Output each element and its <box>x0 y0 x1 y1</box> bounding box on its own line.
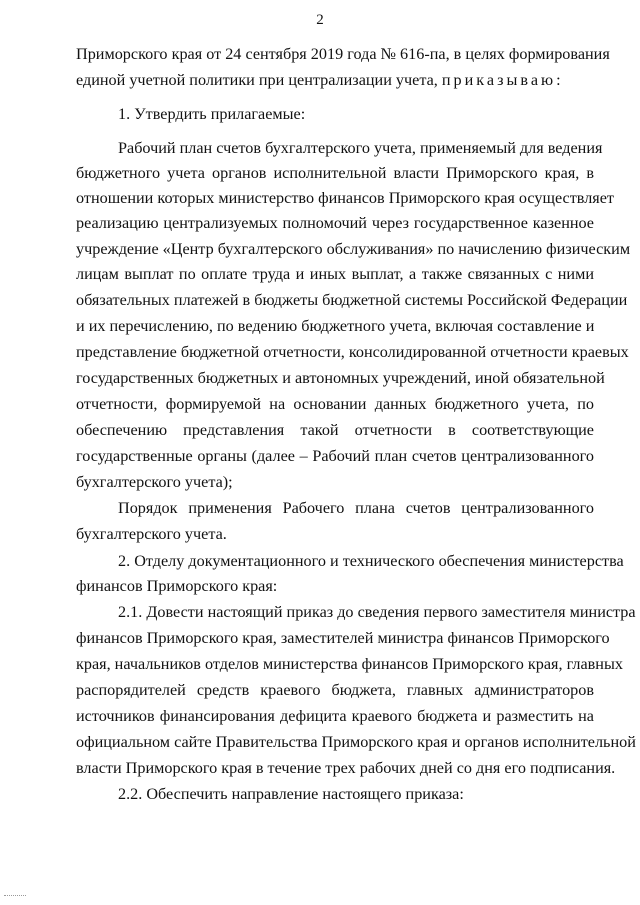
text-segment: официальном сайте Правительства Приморского края и органов исполнительной <box>76 733 636 751</box>
text-segment: отношении которых министерство финансов Приморского края осуществляет <box>76 189 615 207</box>
text-line <box>76 420 594 440</box>
text-segment: обеспечению представления такой отчетности в соответствующие <box>76 421 594 439</box>
text-segment: представление бюджетной отчетности, консолидированной отчетности краевых <box>76 343 629 361</box>
text-segment: отчетности, формируемой на основании данных бюджетного учета, по <box>76 395 594 413</box>
text-line <box>76 758 616 778</box>
text-segment: лицам выплат по оплате труда и иных выплат, а также связанных с ними <box>76 265 594 283</box>
text-segment: края, начальников отделов министерства финансов Приморского края, главных <box>76 655 623 673</box>
text-line <box>76 239 631 259</box>
text-segment: : <box>556 71 561 89</box>
text-line <box>76 368 605 388</box>
text-line <box>76 576 594 596</box>
text-line <box>76 316 594 336</box>
text-segment: Приморского края от 24 сентября 2019 года № 616-па, в целях формирования <box>76 45 610 63</box>
text-segment: власти Приморского края в течение трех рабочих дней со дня его подписания. <box>76 759 616 777</box>
text-line <box>76 290 628 310</box>
text-line <box>76 264 594 284</box>
text-line <box>118 138 603 158</box>
text-segment: 2.2. Обеспечить направление настоящего приказа: <box>118 785 464 803</box>
text-segment: обязательных платежей в бюджеты бюджетной системы Российской Федерации <box>76 291 628 309</box>
text-segment: бухгалтерского учета); <box>76 473 233 491</box>
page-number: 2 <box>316 12 324 28</box>
text-line <box>76 213 594 233</box>
text-segment: источников финансирования дефицита краевого бюджета и разместить на <box>76 707 594 725</box>
text-segment: 1. Утвердить прилагаемые: <box>118 105 306 123</box>
text-segment: единой учетной политики при централизации учета, <box>76 71 442 89</box>
text-line <box>118 104 594 124</box>
text-segment: бухгалтерского учета. <box>76 525 227 543</box>
text-segment: Порядок применения Рабочего плана счетов централизованного <box>118 499 594 517</box>
spaced-word: приказываю <box>441 71 557 89</box>
text-line <box>76 732 636 752</box>
text-line <box>76 472 594 492</box>
text-line <box>76 524 594 544</box>
text-line <box>76 394 594 414</box>
text-line <box>76 342 629 362</box>
text-segment: распорядителей средств краевого бюджета, главных администраторов <box>76 681 594 699</box>
text-segment: Рабочий план счетов бухгалтерского учета, применяемый для ведения <box>118 139 603 157</box>
text-line <box>76 44 610 64</box>
text-segment: финансов Приморского края, заместителей министра финансов Приморского <box>76 629 610 647</box>
text-line <box>76 706 594 726</box>
text-segment: и их перечислению, по ведению бюджетного учета, включая составление и <box>76 317 595 335</box>
text-segment: бюджетного учета органов исполнительной власти Приморского края, в <box>76 164 594 182</box>
text-segment: финансов Приморского края: <box>76 577 278 595</box>
text-segment: реализацию централизуемых полномочий через государственное казенное <box>76 214 594 232</box>
text-line <box>118 784 594 804</box>
text-segment: государственные органы (далее – Рабочий план счетов централизованного <box>76 447 594 465</box>
text-segment: 2. Отделу документационного и технического обеспечения министерства <box>118 552 624 570</box>
text-line <box>76 163 594 183</box>
scan-mark <box>4 895 26 897</box>
text-line <box>76 628 610 648</box>
text-line <box>118 602 636 622</box>
text-line <box>118 498 594 518</box>
text-line <box>76 188 615 208</box>
text-segment: 2.1. Довести настоящий приказ до сведения первого заместителя министра <box>118 603 636 621</box>
text-line <box>76 654 623 674</box>
text-line <box>76 446 594 466</box>
text-line <box>76 680 594 700</box>
text-segment: учреждение «Центр бухгалтерского обслуживания» по начислению физическим <box>76 240 631 258</box>
text-line <box>118 551 624 571</box>
text-segment: государственных бюджетных и автономных учреждений, иной обязательной <box>76 369 605 387</box>
text-line <box>76 70 594 90</box>
